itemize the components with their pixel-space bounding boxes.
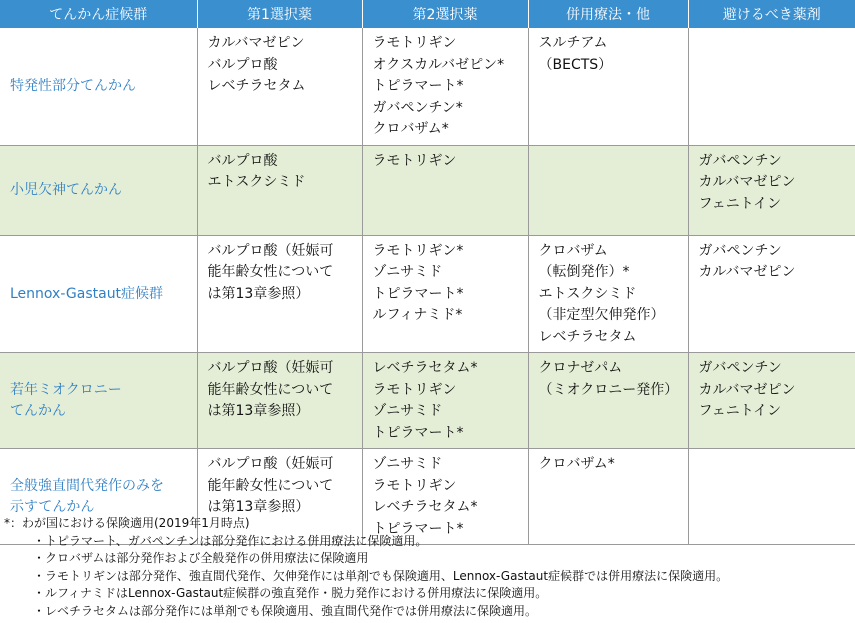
cell-line: エトスクシミド xyxy=(538,285,637,302)
cell-line: ゾニサミド xyxy=(372,403,443,419)
cell-line: ゾニサミド xyxy=(372,456,443,472)
second-choice-cell xyxy=(362,145,528,235)
header-combination: 併用療法・他 xyxy=(528,0,688,28)
cell-line: カルバマゼピン xyxy=(207,35,305,51)
cell-line: スルチアム xyxy=(538,35,608,51)
cell-line: クロナゼパム xyxy=(538,360,623,376)
avoid-cell xyxy=(688,235,855,353)
cell-line: バルプロ酸（妊娠可 xyxy=(207,456,334,472)
cell-line: バルプロ酸（妊娠可 xyxy=(207,360,334,376)
footnote-item: ・レベチラセタムは部分発作には単剤でも保険適用、強直間代発作では併用療法に保険適用。 xyxy=(33,603,538,618)
cell-line: クロバザム xyxy=(538,242,608,259)
avoid-cell xyxy=(688,145,855,235)
cell-line: ガバペンチン xyxy=(698,242,782,259)
cell-line: 能年齢女性について xyxy=(207,477,334,494)
table-body xyxy=(0,28,855,545)
cell-line: トピラマート* xyxy=(372,424,464,441)
syndrome-cell xyxy=(0,145,197,235)
footnote-heading: *：わが国における保険適用(2019年1月時点) xyxy=(4,516,250,530)
cell-line: 特発性部分てんかん xyxy=(10,78,136,94)
table-row xyxy=(0,28,855,145)
cell-line: ラモトリギン xyxy=(372,35,457,51)
cell-line: カルバマゼピン xyxy=(698,174,796,190)
avoid-cell xyxy=(688,28,855,145)
first-choice-cell xyxy=(197,145,362,235)
cell-line: ガバペンチン* xyxy=(372,99,463,116)
header-syndrome: てんかん症候群 xyxy=(0,0,197,28)
syndrome-cell xyxy=(0,353,197,449)
cell-line: （非定型欠伸発作） xyxy=(538,307,665,323)
table-row xyxy=(0,145,855,235)
header-second-choice: 第2選択薬 xyxy=(362,0,528,28)
cell-line: 示すてんかん xyxy=(10,499,95,515)
first-choice-cell xyxy=(197,353,362,449)
cell-line: Lennox-Gastaut症候群 xyxy=(10,285,164,302)
second-choice-cell xyxy=(362,235,528,353)
cell-line: ルフィナミド* xyxy=(372,307,463,323)
cell-line: ラモトリギン xyxy=(372,477,457,494)
cell-line: てんかん xyxy=(10,403,66,419)
first-choice-cell xyxy=(197,235,362,353)
cell-line: レベチラセタム xyxy=(538,328,637,345)
cell-line: トピラマート* xyxy=(372,520,464,537)
combination-cell xyxy=(528,145,688,235)
cell-line: ラモトリギン* xyxy=(372,242,464,259)
combination-cell xyxy=(528,235,688,353)
cell-line: フェニトイン xyxy=(698,195,782,212)
cell-line: レベチラセタム* xyxy=(372,499,478,515)
cell-line: 全般強直間代発作のみを xyxy=(10,477,164,494)
combination-cell xyxy=(528,28,688,145)
cell-line: トピラマート* xyxy=(372,285,464,302)
cell-line: は第13章参照） xyxy=(207,499,310,515)
second-choice-cell xyxy=(362,28,528,145)
header-first-choice: 第1選択薬 xyxy=(197,0,362,28)
avoid-cell xyxy=(688,353,855,449)
table-row xyxy=(0,235,855,353)
syndrome-cell xyxy=(0,235,197,353)
cell-line: （転倒発作）* xyxy=(538,264,630,280)
cell-line: 能年齢女性について xyxy=(207,381,334,398)
cell-line: レベチラセタム xyxy=(207,78,306,94)
cell-line: 小児欠神てんかん xyxy=(10,181,122,198)
cell-line: ラモトリギン xyxy=(372,381,457,398)
cell-line: （ミオクロニー発作） xyxy=(538,381,679,398)
cell-line: ゾニサミド xyxy=(372,264,443,280)
cell-line: クロバザム* xyxy=(372,121,449,137)
combination-cell xyxy=(528,353,688,449)
cell-line: 若年ミオクロニー xyxy=(10,381,122,398)
footnote-item: ・ルフィナミドはLennox-Gastaut症候群の強直発作・脱力発作における併用療法に保険適用。 xyxy=(33,586,548,600)
cell-line: は第13章参照） xyxy=(207,285,310,302)
cell-line: カルバマゼピン xyxy=(698,381,796,398)
cell-line: バルプロ酸 xyxy=(207,56,278,73)
cell-line: ガバペンチン xyxy=(698,152,782,169)
cell-line: は第13章参照） xyxy=(207,403,310,419)
footnote-list xyxy=(0,533,855,621)
cell-line: レベチラセタム* xyxy=(372,360,478,376)
cell-line: 能年齢女性について xyxy=(207,264,334,280)
cell-line: バルプロ酸（妊娠可 xyxy=(207,242,334,259)
cell-line: トピラマート* xyxy=(372,78,464,94)
footnote-item: ・ラモトリギンは部分発作、強直間代発作、欠伸発作には単剤でも保険適用、Lennox-Gastaut症候群では併用療法に保険適用。 xyxy=(33,568,729,583)
cell-line: オクスカルバゼピン* xyxy=(372,56,505,73)
footnote-item: ・クロバザムは部分発作および全般発作の併用療法に保険適用 xyxy=(33,551,369,565)
footnotes xyxy=(0,515,855,620)
cell-line: クロバザム* xyxy=(538,456,615,472)
table-row xyxy=(0,353,855,449)
cell-line: エトスクシミド xyxy=(207,174,306,190)
cell-line: フェニトイン xyxy=(698,403,782,419)
second-choice-cell xyxy=(362,353,528,449)
cell-line: カルバマゼピン xyxy=(698,264,796,280)
cell-line: ラモトリギン xyxy=(372,152,457,169)
syndrome-cell xyxy=(0,28,197,145)
header-row xyxy=(0,0,855,28)
header-avoid: 避けるべき薬剤 xyxy=(688,0,855,28)
first-choice-cell xyxy=(197,28,362,145)
cell-line: バルプロ酸 xyxy=(207,152,278,169)
cell-line: （BECTS） xyxy=(538,56,613,73)
cell-line: ガバペンチン xyxy=(698,360,782,376)
footnote-item: ・トピラマート、ガバペンチンは部分発作における併用療法に保険適用。 xyxy=(33,533,428,548)
